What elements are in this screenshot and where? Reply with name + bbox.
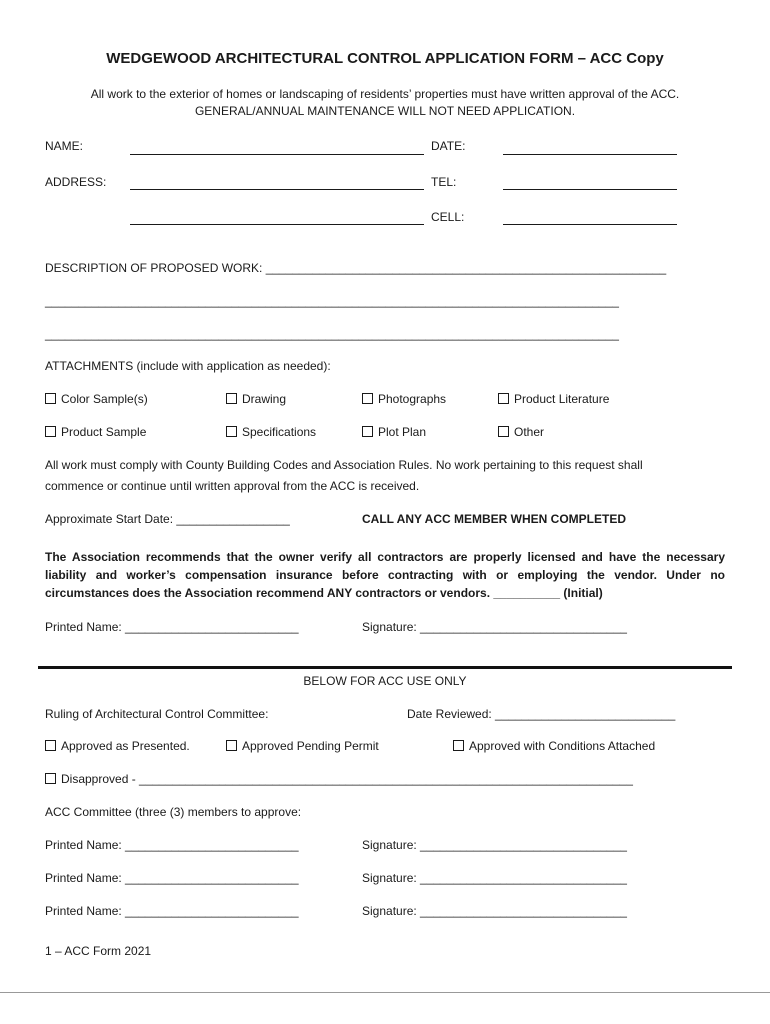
checkbox-approved-with-conditions[interactable]: Approved with Conditions Attached [453, 739, 655, 753]
checkbox-photographs[interactable]: Photographs [362, 392, 446, 406]
address-field-line-2[interactable] [130, 224, 424, 225]
committee-heading: ACC Committee (three (3) members to approve: [45, 805, 302, 819]
checkbox-icon[interactable] [45, 426, 56, 437]
applicant-printed-name[interactable]: Printed Name: __________________________ [45, 620, 299, 634]
committee-signature-1[interactable]: Signature: _______________________________ [362, 838, 627, 852]
checkbox-icon[interactable] [453, 740, 464, 751]
contractor-recommendation: The Association recommends that the owner verify all contractors are properly licensed and have the necessary liability and worker’s compensation insurance before contracting with or employing the vendor. Under no circumstances does the Association recommend ANY contractors or vendors. __________ (Initial) [45, 550, 725, 600]
intro-line-1: All work to the exterior of homes or landscaping of residents’ properties must have written approval of the ACC. [90, 87, 680, 101]
date-reviewed-field[interactable]: Date Reviewed: ___________________________ [407, 707, 676, 721]
committee-printed-name-1[interactable]: Printed Name: __________________________ [45, 838, 299, 852]
acc-use-heading: BELOW FOR ACC USE ONLY [303, 674, 467, 688]
committee-signature-2[interactable]: Signature: _______________________________ [362, 871, 627, 885]
cell-field[interactable] [503, 224, 677, 225]
description-label[interactable]: DESCRIPTION OF PROPOSED WORK: ____________________________________________________________ [45, 261, 667, 275]
footer-form-id: 1 – ACC Form 2021 [45, 944, 152, 958]
compliance-line-2: commence or continue until written approval from the ACC is received. [45, 479, 420, 493]
checkbox-drawing[interactable]: Drawing [226, 392, 286, 406]
compliance-line-1: All work must comply with County Building Codes and Association Rules. No work pertaining to this request shall [45, 458, 643, 472]
checkbox-approved-as-presented[interactable]: Approved as Presented. [45, 739, 190, 753]
checkbox-approved-pending-permit[interactable]: Approved Pending Permit [226, 739, 379, 753]
address-label: ADDRESS: [45, 175, 107, 189]
form-title: WEDGEWOOD ARCHITECTURAL CONTROL APPLICATION FORM – ACC Copy [106, 50, 664, 67]
checkbox-product-literature[interactable]: Product Literature [498, 392, 609, 406]
tel-label: TEL: [431, 175, 457, 189]
checkbox-product-sample[interactable]: Product Sample [45, 425, 146, 439]
committee-signature-3[interactable]: Signature: _______________________________ [362, 904, 627, 918]
checkbox-icon[interactable] [226, 426, 237, 437]
checkbox-plot-plan[interactable]: Plot Plan [362, 425, 426, 439]
checkbox-icon[interactable] [45, 740, 56, 751]
checkbox-disapproved[interactable]: Disapproved - __________________________________________________________________________ [45, 772, 633, 786]
date-field[interactable] [503, 154, 677, 155]
committee-printed-name-2[interactable]: Printed Name: __________________________ [45, 871, 299, 885]
intro-line-2: GENERAL/ANNUAL MAINTENANCE WILL NOT NEED APPLICATION. [194, 104, 576, 118]
call-acc-notice: CALL ANY ACC MEMBER WHEN COMPLETED [362, 512, 626, 526]
name-field[interactable] [130, 154, 424, 155]
start-date-field[interactable]: Approximate Start Date: _________________ [45, 512, 290, 526]
checkbox-icon[interactable] [498, 393, 509, 404]
checkbox-icon[interactable] [498, 426, 509, 437]
checkbox-icon[interactable] [45, 393, 56, 404]
ruling-label: Ruling of Architectural Control Committee: [45, 707, 269, 721]
attachments-heading: ATTACHMENTS (include with application as needed): [45, 359, 331, 373]
checkbox-icon[interactable] [362, 393, 373, 404]
name-label: NAME: [45, 139, 84, 153]
checkbox-icon[interactable] [362, 426, 373, 437]
applicant-signature[interactable]: Signature: _______________________________ [362, 620, 627, 634]
committee-printed-name-3[interactable]: Printed Name: __________________________ [45, 904, 299, 918]
page-edge-rule [0, 992, 770, 993]
tel-field[interactable] [503, 189, 677, 190]
address-field-line-1[interactable] [130, 189, 424, 190]
checkbox-icon[interactable] [45, 773, 56, 784]
checkbox-specifications[interactable]: Specifications [226, 425, 316, 439]
checkbox-color-sample[interactable]: Color Sample(s) [45, 392, 148, 406]
checkbox-other[interactable]: Other [498, 425, 544, 439]
description-line-3[interactable]: ______________________________________________________________________________________ [45, 327, 619, 341]
date-label: DATE: [431, 139, 466, 153]
description-line-2[interactable]: ______________________________________________________________________________________ [45, 294, 619, 308]
cell-label: CELL: [431, 210, 465, 224]
checkbox-icon[interactable] [226, 740, 237, 751]
section-divider [38, 666, 732, 669]
checkbox-icon[interactable] [226, 393, 237, 404]
